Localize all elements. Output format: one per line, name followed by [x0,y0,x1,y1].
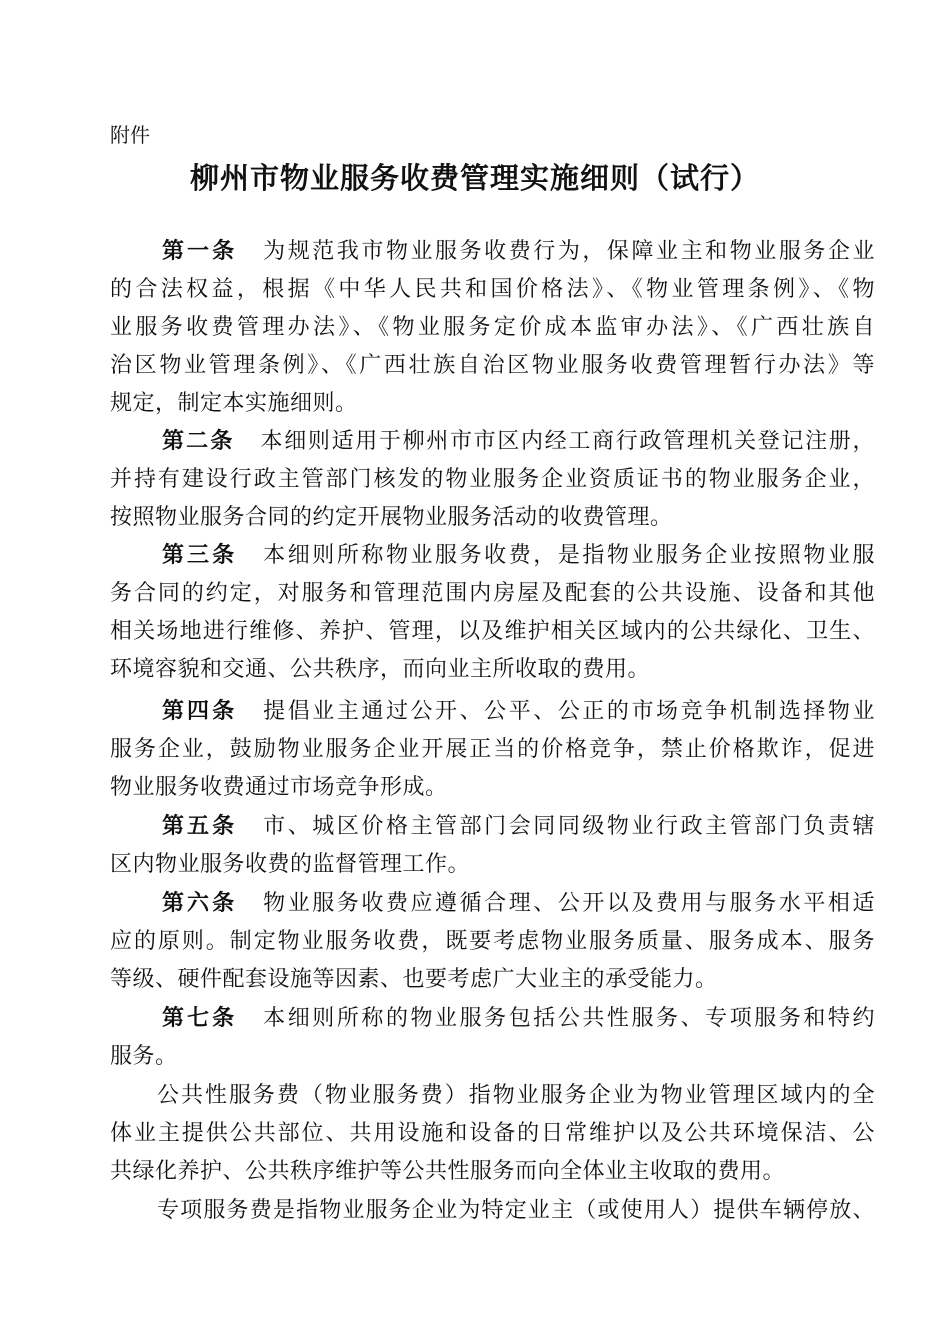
paragraph-public-fee-line-2: 体业主提供公共部位、共用设施和设备的日常维护以及公共环境保洁、公 [110,1121,875,1146]
article-5-first-line [162,812,875,842]
article-7-line-2: 服务。 [110,1044,178,1069]
article-4-line-3: 物业服务收费通过市场竞争形成。 [110,775,448,800]
article-heading: 第五条 [162,814,238,839]
article-2-first-line [162,427,875,457]
article-3-line-3: 相关场地进行维修、养护、管理，以及维护相关区域内的公共绿化、卫生、 [110,619,875,644]
article-4-line-2: 服务企业，鼓励物业服务企业开展正当的价格竞争，禁止价格欺诈，促进 [110,737,875,762]
article-6-first-line [162,889,875,919]
article-6-line-2: 应的原则。制定物业服务收费，既要考虑物业服务质量、服务成本、服务 [110,929,875,954]
article-1-line-3: 业服务收费管理办法》、《物业服务定价成本监审办法》、《广西壮族自 [110,315,875,340]
article-1-line-2: 的合法权益，根据《中华人民共和国价格法》、《物业管理条例》、《物 [110,277,875,302]
article-text: 物业服务收费应遵循合理、公开以及费用与服务水平相适 [263,891,875,916]
article-1-line-5: 规定，制定本实施细则。 [110,391,358,416]
article-7-first-line [162,1004,875,1034]
article-2-line-3: 按照物业服务合同的约定开展物业服务活动的收费管理。 [110,505,673,530]
article-text: 为规范我市物业服务收费行为，保障业主和物业服务企业 [263,239,875,264]
article-heading: 第六条 [162,891,238,916]
article-3-first-line [162,541,875,571]
article-text: 提倡业主通过公开、公平、公正的市场竞争机制选择物业 [263,699,875,724]
article-3-line-2: 务合同的约定，对服务和管理范围内房屋及配套的公共设施、设备和其他 [110,581,875,606]
paragraph-public-fee-line-1: 公共性服务费（物业服务费）指物业服务企业为物业管理区域内的全 [157,1083,875,1108]
article-heading: 第四条 [162,699,238,724]
article-heading: 第一条 [162,239,238,264]
attachment-label: 附件 [110,123,150,147]
article-text: 本细则适用于柳州市市区内经工商行政管理机关登记注册， [260,429,875,454]
article-text: 本细则所称的物业服务包括公共性服务、专项服务和特约 [263,1006,875,1031]
paragraph-public-fee-line-3: 共绿化养护、公共秩序维护等公共性服务而向全体业主收取的费用。 [110,1159,786,1184]
article-3-line-4: 环境容貌和交通、公共秩序，而向业主所收取的费用。 [110,657,651,682]
article-heading: 第七条 [162,1006,238,1031]
article-1-line-4: 治区物业管理条例》、《广西壮族自治区物业服务收费管理暂行办法》等 [110,353,875,378]
document-title: 柳州市物业服务收费管理实施细则（试行） [189,161,760,195]
article-heading: 第三条 [162,543,238,568]
article-4-first-line [162,697,875,727]
article-6-line-3: 等级、硬件配套设施等因素、也要考虑广大业主的承受能力。 [110,967,718,992]
article-text: 市、城区价格主管部门会同同级物业行政主管部门负责辖 [263,814,875,839]
article-1-first-line [162,237,875,267]
article-2-line-2: 并持有建设行政主管部门核发的物业服务企业资质证书的物业服务企业， [110,467,875,492]
article-5-line-2: 区内物业服务收费的监督管理工作。 [110,852,471,877]
article-text: 本细则所称物业服务收费，是指物业服务企业按照物业服 [263,543,875,568]
paragraph-special-fee-line-1: 专项服务费是指物业服务企业为特定业主（或使用人）提供车辆停放、 [157,1198,875,1223]
article-heading: 第二条 [162,429,235,454]
